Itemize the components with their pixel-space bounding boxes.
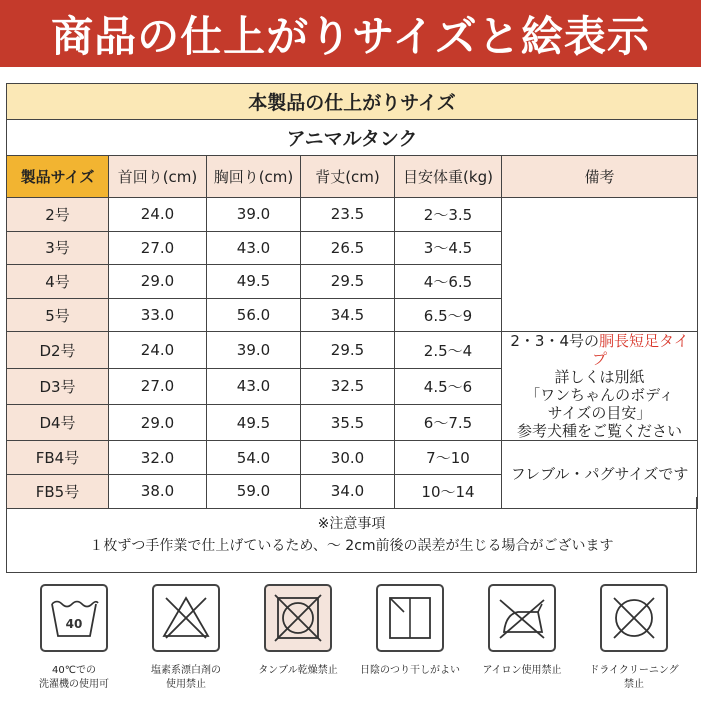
- back-cell: 34.5: [301, 298, 395, 332]
- no-dry-clean-icon: [606, 590, 662, 646]
- chest-cell: 39.0: [207, 332, 301, 368]
- size-cell: 3号: [7, 231, 109, 265]
- back-cell: 26.5: [301, 231, 395, 265]
- header-size: 製品サイズ: [7, 156, 109, 198]
- care-item-wash: [18, 578, 130, 692]
- caution-box: [6, 497, 697, 573]
- care-box: [152, 584, 220, 652]
- back-cell: 29.5: [301, 265, 395, 299]
- chest-cell: 49.5: [207, 265, 301, 299]
- product-name: アニマルタンク: [7, 120, 698, 156]
- weight-cell: 3〜4.5: [395, 231, 502, 265]
- caution-title: ※注意事項: [317, 515, 386, 532]
- chest-cell: 56.0: [207, 298, 301, 332]
- care-label: ドライクリーニング 禁止: [589, 665, 679, 690]
- neck-cell: 29.0: [109, 405, 207, 441]
- product-name-row: [7, 120, 698, 156]
- chest-cell: 43.0: [207, 368, 301, 404]
- table-row: [7, 441, 698, 475]
- neck-cell: 27.0: [109, 231, 207, 265]
- shade-line-dry-icon: [382, 590, 438, 646]
- wash-tub-40-icon: [46, 590, 102, 646]
- note-line: 参考犬種をご覧ください: [517, 422, 683, 441]
- back-cell: 35.5: [301, 405, 395, 441]
- note-line: 詳しくは別紙: [554, 368, 645, 387]
- remarks-dachshund-note: [502, 332, 698, 441]
- chest-cell: 54.0: [207, 441, 301, 475]
- care-item-line-dry: [354, 578, 466, 678]
- back-cell: 23.5: [301, 198, 395, 232]
- size-cell: D3号: [7, 368, 109, 404]
- size-table: [6, 83, 698, 509]
- weight-cell: 6〜7.5: [395, 405, 502, 441]
- care-item-tumble: [242, 578, 354, 678]
- banner-title: 商品の仕上がりサイズと絵表示: [51, 11, 650, 61]
- note-line: サイズの目安」: [547, 404, 652, 423]
- chest-cell: 39.0: [207, 198, 301, 232]
- back-cell: 30.0: [301, 441, 395, 475]
- care-box: [488, 584, 556, 652]
- size-cell: 5号: [7, 298, 109, 332]
- care-label: 塩素系漂白剤の 使用禁止: [151, 665, 221, 690]
- care-item-iron: [466, 578, 578, 678]
- neck-cell: 38.0: [109, 474, 207, 508]
- table-title: 本製品の仕上がりサイズ: [7, 84, 698, 120]
- neck-cell: 29.0: [109, 265, 207, 299]
- weight-cell: 10〜14: [395, 474, 502, 508]
- table-header-row: [7, 156, 698, 198]
- wash-temperature: 40: [65, 617, 83, 631]
- care-label: 日陰のつり干しがよい: [360, 665, 460, 676]
- chest-cell: 43.0: [207, 231, 301, 265]
- weight-cell: 4.5〜6: [395, 368, 502, 404]
- neck-cell: 24.0: [109, 198, 207, 232]
- weight-cell: 6.5〜9: [395, 298, 502, 332]
- note-text: 2・3・4号の: [510, 332, 599, 351]
- care-symbols: [0, 578, 701, 701]
- neck-cell: 32.0: [109, 441, 207, 475]
- size-cell: D2号: [7, 332, 109, 368]
- note-highlight: 胴長短足タイプ: [592, 332, 689, 369]
- weight-cell: 7〜10: [395, 441, 502, 475]
- header-neck: 首回り(cm): [109, 156, 207, 198]
- back-cell: 34.0: [301, 474, 395, 508]
- chest-cell: 49.5: [207, 405, 301, 441]
- weight-cell: 4〜6.5: [395, 265, 502, 299]
- table-title-row: [7, 84, 698, 120]
- care-box: [40, 584, 108, 652]
- header-chest: 胸回り(cm): [207, 156, 301, 198]
- header-weight: 目安体重(kg): [395, 156, 502, 198]
- size-cell: FB4号: [7, 441, 109, 475]
- neck-cell: 33.0: [109, 298, 207, 332]
- size-cell: 4号: [7, 265, 109, 299]
- remarks-french-bulldog-note: フレブル・パグサイズです: [502, 441, 698, 508]
- table-row: [7, 332, 698, 368]
- size-cell: D4号: [7, 405, 109, 441]
- weight-cell: 2.5〜4: [395, 332, 502, 368]
- no-iron-icon: [494, 590, 550, 646]
- note-line: [504, 332, 695, 368]
- remarks-empty-cell: [502, 198, 698, 332]
- header-remarks: 備考: [502, 156, 698, 198]
- no-bleach-icon: [158, 590, 214, 646]
- care-item-dry-clean: [578, 578, 690, 692]
- header-back-length: 背丈(cm): [301, 156, 395, 198]
- care-box: [376, 584, 444, 652]
- title-banner: [0, 0, 701, 67]
- care-label: タンブル乾燥禁止: [258, 665, 338, 676]
- size-cell: FB5号: [7, 474, 109, 508]
- care-label: アイロン使用禁止: [482, 665, 562, 676]
- note-line: 「ワンちゃんのボディ: [525, 386, 674, 405]
- table-row: [7, 198, 698, 232]
- care-item-bleach: [130, 578, 242, 692]
- back-cell: 29.5: [301, 332, 395, 368]
- weight-cell: 2〜3.5: [395, 198, 502, 232]
- no-tumble-dry-icon: [270, 590, 326, 646]
- size-cell: 2号: [7, 198, 109, 232]
- neck-cell: 24.0: [109, 332, 207, 368]
- neck-cell: 27.0: [109, 368, 207, 404]
- care-box: [600, 584, 668, 652]
- back-cell: 32.5: [301, 368, 395, 404]
- care-label: 40℃での 洗濯機の使用可: [39, 665, 109, 690]
- chest-cell: 59.0: [207, 474, 301, 508]
- care-box: [264, 584, 332, 652]
- caution-text: １枚ずつ手作業で仕上げているため、～ 2cm前後の誤差が生じる場合がございます: [89, 537, 614, 554]
